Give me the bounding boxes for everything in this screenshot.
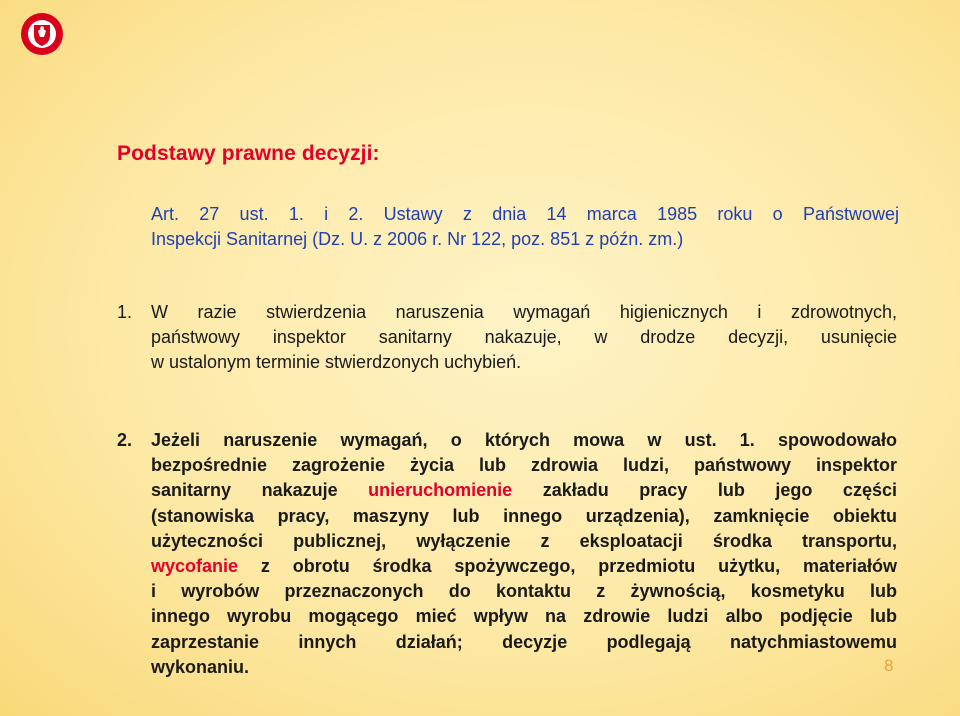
point-2-line: użyteczności publicznej, wyłączenie z eksploatacji środka transportu, bbox=[151, 530, 897, 551]
slide-title: Podstawy prawne decyzji: bbox=[117, 142, 380, 165]
point-1-text bbox=[151, 300, 897, 376]
point-2-text bbox=[151, 428, 897, 680]
point-2-number: 2. bbox=[117, 430, 133, 450]
point-2-text-segment: zakładu pracy lub jego części bbox=[542, 480, 897, 501]
point-1-line: państwowy inspektor sanitarny nakazuje, w drodze decyzji, usunięcie bbox=[151, 327, 897, 348]
point-2-text-segment: z obrotu środka spożywczego, przedmiotu użytku, materiałów bbox=[260, 556, 897, 577]
point-2-line: innego wyrobu mogącego mieć wpływ na zdrowie ludzi albo podjęcie lub bbox=[151, 606, 897, 627]
point-2-line bbox=[151, 478, 897, 503]
point-1-number: 1. bbox=[117, 302, 133, 322]
pis-logo bbox=[20, 11, 64, 57]
point-2-line: wykonaniu. bbox=[151, 656, 250, 677]
legal-reference-line: Art. 27 ust. 1. i 2. Ustawy z dnia 14 marca 1985 roku o Państwowej bbox=[151, 204, 899, 224]
legal-reference bbox=[151, 202, 899, 252]
point-1-line: w ustalonym terminie stwierdzonych uchybień. bbox=[151, 352, 522, 373]
point-2-line bbox=[151, 554, 897, 579]
point-1-line: W razie stwierdzenia naruszenia wymagań higienicznych i zdrowotnych, bbox=[151, 302, 897, 322]
page-number: 8 bbox=[884, 656, 894, 675]
highlight-wycofanie: wycofanie bbox=[151, 556, 239, 577]
highlight-unieruchomienie: unieruchomienie bbox=[368, 480, 513, 501]
point-2-line: Jeżeli naruszenie wymagań, o których mowa w ust. 1. spowodowało bbox=[151, 430, 897, 450]
point-2-line: bezpośrednie zagrożenie życia lub zdrowia ludzi, państwowy inspektor bbox=[151, 455, 897, 476]
point-2-line: (stanowiska pracy, maszyny lub innego urządzenia), zamknięcie obiektu bbox=[151, 505, 897, 526]
legal-reference-line: Inspekcji Sanitarnej (Dz. U. z 2006 r. Nr 122, poz. 851 z późn. zm.) bbox=[151, 229, 684, 249]
point-2-line: zaprzestanie innych działań; decyzje podlegają natychmiastowemu bbox=[151, 631, 897, 652]
point-2-text-segment: sanitarny nakazuje bbox=[151, 480, 338, 501]
point-2-line: i wyrobów przeznaczonych do kontaktu z żywnością, kosmetyku lub bbox=[151, 581, 897, 602]
